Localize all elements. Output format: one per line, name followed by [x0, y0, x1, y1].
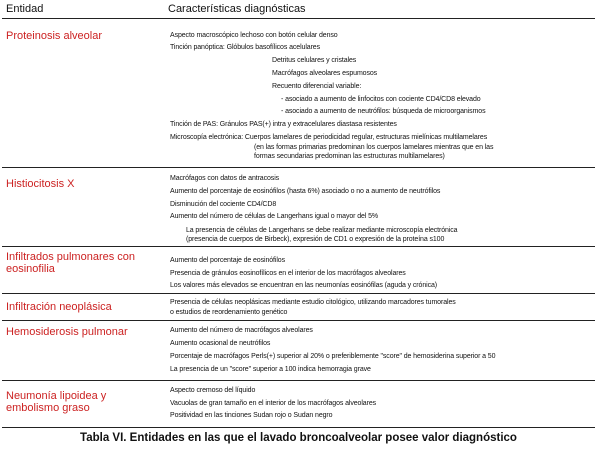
- row-line: La presencia de células de Langerhans se debe realizar mediante microscopía electrónica: [186, 227, 458, 234]
- row-line: Aspecto macroscópico lechoso con botón celular denso: [170, 32, 338, 39]
- row-line: Macrófagos con datos de antracosis: [170, 175, 280, 182]
- row-line: (en las formas primarias predominan los cuerpos lamelares mientras que en las: [254, 144, 494, 151]
- row-line: - asociado a aumento de linfocitos con cociente CD4/CD8 elevado: [281, 96, 481, 103]
- entity-neumonia-lipoidea: Neumonía lipoidea y embolismo graso: [6, 390, 107, 414]
- table-rule: [2, 293, 595, 294]
- entity-hemosiderosis-pulmonar: Hemosiderosis pulmonar: [6, 326, 128, 338]
- row-line: Porcentaje de macrófagos Perls(+) superior al 20% o preferiblemente "score" de hemosiderina superior a 50: [170, 353, 496, 360]
- row-line: Aspecto cremoso del líquido: [170, 387, 256, 394]
- row-line: o estudios de reordenamiento genético: [170, 309, 288, 316]
- row-line: Los valores más elevados se encuentran en las neumonías eosinófilas (aguda y crónica): [170, 282, 437, 289]
- table-rule: [2, 246, 595, 247]
- row-line: Tinción panóptica: Glóbulos basofílicos acelulares: [170, 44, 320, 51]
- row-line: Presencia de células neoplásicas mediante estudio citológico, utilizando marcadores tumorales: [170, 299, 456, 306]
- row-line: Disminución del cociente CD4/CD8: [170, 201, 277, 208]
- entity-infiltrados-eosinofilia: Infiltrados pulmonares con eosinofilia: [6, 251, 136, 275]
- table-rule: [2, 320, 595, 321]
- table-rule: [2, 380, 595, 381]
- row-line: Detritus celulares y cristales: [272, 57, 357, 64]
- row-line: Microscopía electrónica: Cuerpos lamelares de periodicidad regular, estructuras mielínicas multilamelares: [170, 134, 488, 141]
- row-line: Positividad en las tinciones Sudan rojo o Sudan negro: [170, 412, 333, 419]
- row-line: Presencia de gránulos eosinofílicos en el interior de los macrófagos alveolares: [170, 270, 406, 277]
- row-line: Aumento del porcentaje de eosinófilos (hasta 6%) asociado o no a aumento de neutrófilos: [170, 188, 441, 195]
- table-rule: [2, 167, 595, 168]
- row-line: Macrófagos alveolares espumosos: [272, 70, 378, 77]
- row-line: Recuento diferencial variable:: [272, 83, 362, 90]
- entity-histiocitosis-x: Histiocitosis X: [6, 178, 75, 190]
- row-line: Aumento del porcentaje de eosinófilos: [170, 257, 285, 264]
- row-line: Aumento del número de células de Langerhans igual o mayor del 5%: [170, 213, 379, 220]
- row-line: Vacuolas de gran tamaño en el interior de los macrófagos alveolares: [170, 400, 377, 407]
- row-line: formas secundarias predominan las estructuras multilamelares): [254, 153, 445, 160]
- table-caption: Tabla VI. Entidades en las que el lavado broncoalveolar posee valor diagnóstico: [80, 432, 517, 444]
- column-header-caracteristicas: Características diagnósticas: [168, 3, 306, 15]
- entity-proteinosis-alveolar: Proteinosis alveolar: [6, 30, 102, 42]
- entity-infiltracion-neoplasica: Infiltración neoplásica: [6, 301, 112, 313]
- row-line: La presencia de un "score" superior a 100 indica hemorragia grave: [170, 366, 371, 373]
- row-line: Tinción de PAS: Gránulos PAS(+) intra y extracelulares diastasa resistentes: [170, 121, 397, 128]
- row-line: (presencia de cuerpos de Birbeck), expresión de CD1 o expresión de la proteína s100: [186, 236, 445, 243]
- table-rule-top: [2, 18, 595, 19]
- table-rule-bottom: [2, 427, 595, 428]
- row-line: Aumento del número de macrófagos alveolares: [170, 327, 313, 334]
- row-line: - asociado a aumento de neutrófilos: búsqueda de microorganismos: [281, 108, 486, 115]
- column-header-entidad: Entidad: [6, 3, 44, 15]
- row-line: Aumento ocasional de neutrófilos: [170, 340, 271, 347]
